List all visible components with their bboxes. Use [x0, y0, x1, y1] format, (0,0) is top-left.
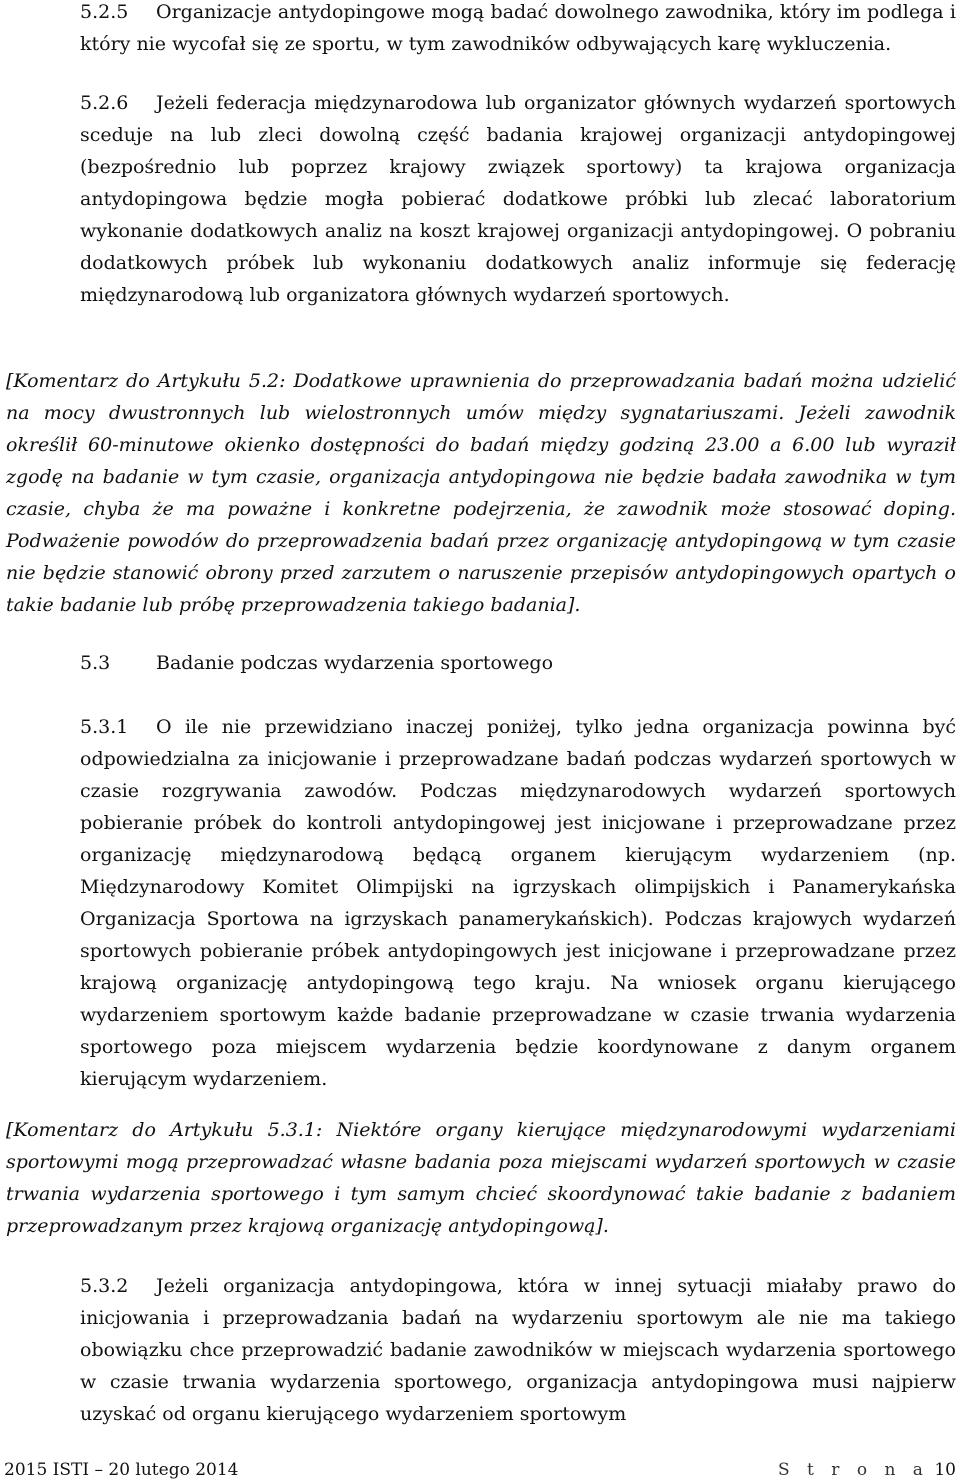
section-text: Jeżeli organizacja antydopingowa, która w innej sytuacji miałaby prawo do inicjowania i przeprowadzania badań na wydarzeniu sportowym ale nie ma takiego obowiązku chce przeprowadzić badanie zawodników w miejscach wydarzenia sportowego w czasie trwania wydarzenia sportowego, organizacja antydopingowa musi najpierw uzyskać od organu kierującego wydarzeniem sportowym [80, 1275, 956, 1425]
section-number: 5.3.2 [80, 1275, 129, 1297]
comment-text: [Komentarz do Artykułu 5.2: Dodatkowe uprawnienia do przeprowadzania badań można udzielić na mocy dwustronnych lub wielostronnych umów między sygnatariuszami. Jeżeli zawodnik określił 60-minutowe okienko dostępności do badań między godziną 23.00 a 6.00 lub wyraził zgodę na badanie w tym czasie, organizacja antydopingowa nie będzie badała zawodnika w tym czasie, chyba że ma poważne i konkretne podejrzenia, że zawodnik może stosować doping. Podważenie powodów do przeprowadzenia badań przez organizację antydopingową w tym czasie nie będzie stanowić obrony przed zarzutem o naruszenie przepisów antydopingowych opartych o takie badanie lub próbę przeprowadzenia takiego badania]. [6, 370, 956, 616]
comment-text: [Komentarz do Artykułu 5.3.1: Niektóre organy kierujące międzynarodowymi wydarzeniami sportowymi mogą przeprowadzać własne badania poza miejscami wydarzeń sportowych w czasie trwania wydarzenia sportowego i tym samym chcieć skoordynować takie badanie z badaniem przeprowadzanym przez krajową organizację antydopingową]. [6, 1119, 956, 1237]
page-number: 10 [934, 1460, 956, 1480]
section-number: 5.2.6 [80, 92, 129, 114]
heading-number: 5.3 [80, 652, 111, 674]
page-footer [0, 1458, 960, 1482]
section-5-2-5 [80, 0, 956, 60]
heading-5-3 [80, 647, 956, 679]
heading-title: Badanie podczas wydarzenia sportowego [156, 652, 554, 674]
section-text: O ile nie przewidziano inaczej poniżej, tylko jedna organizacja powinna być odpowiedzialna za inicjowanie i przeprowadzane badań podczas wydarzeń sportowych w czasie rozgrywania zawodów. Podczas międzynarodowych wydarzeń sportowych pobieranie próbek do kontroli antydopingowej jest inicjowane i przeprowadzane przez organizację międzynarodową będącą organem kierującym wydarzeniem (np. Międzynarodowy Komitet Olimpijski na igrzyskach olimpijskich i Panamerykańska Organizacja Sportowa na igrzyskach panamerykańskich). Podczas krajowych wydarzeń sportowych pobieranie próbek antydopingowych jest inicjowane i przeprowadzane przez krajową organizację antydopingową tego kraju. Na wniosek organu kierującego wydarzeniem sportowym każde badanie przeprowadzane w czasie trwania wydarzenia sportowego poza miejscem wydarzenia będzie koordynowane z danym organem kierującym wydarzeniem. [80, 716, 956, 1090]
footer-document-info: 2015 ISTI – 20 lutego 2014 [4, 1460, 239, 1480]
section-text: Organizacje antydopingowe mogą badać dowolnego zawodnika, który im podlega i który nie wycofał się ze sportu, w tym zawodników odbywających karę wykluczenia. [80, 1, 956, 55]
section-5-3-1 [80, 711, 956, 1095]
section-5-2-6 [80, 87, 956, 311]
section-number: 5.2.5 [80, 1, 129, 23]
section-text: Jeżeli federacja międzynarodowa lub organizator głównych wydarzeń sportowych sceduje na lub zleci dowolną część badania krajowej organizacji antydopingowej (bezpośrednio lub poprzez krajowy związek sportowy) ta krajowa organizacja antydopingowa będzie mogła pobierać dodatkowe próbki lub zlecać laboratorium wykonanie dodatkowych analiz na koszt krajowej organizacji antydopingowej. O pobraniu dodatkowych próbek lub wykonaniu dodatkowych analiz informuje się federację międzynarodową lub organizatora głównych wydarzeń sportowych. [80, 92, 956, 306]
section-5-3-2 [80, 1270, 956, 1430]
comment-article-5-3-1 [6, 1114, 956, 1242]
footer-page-indicator [778, 1458, 956, 1482]
section-number: 5.3.1 [80, 716, 129, 738]
comment-article-5-2 [6, 365, 956, 621]
page-label: S t r o n a [778, 1460, 929, 1480]
